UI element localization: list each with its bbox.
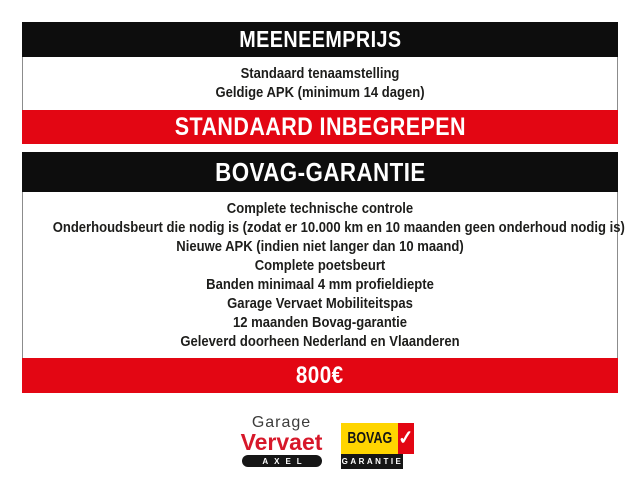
garantie-item: Garage Vervaet Mobiliteitspas [227,296,413,312]
bovag-wordmark: BOVAG [346,429,392,447]
garantie-item: 12 maanden Bovag-garantie [232,315,408,331]
price-banner [22,358,618,393]
garantie-item: Complete technische controle [226,201,414,217]
garantie-item: Geleverd doorheen Nederland en Vlaanderen [180,334,460,350]
meeneemprijs-items [22,57,618,110]
section-divider [22,144,618,152]
bovag-logo-top [341,423,415,454]
meeneemprijs-title: MEENEEMPRIJS [238,26,402,52]
footer-logos [22,415,618,469]
included-item: Standaard tenaamstelling [240,66,400,82]
bovag-garantie-header [22,152,618,192]
bovag-garantie-section [22,152,625,393]
bovag-logo [341,423,415,469]
meeneemprijs-header [22,22,618,57]
vervaet-text: Vervaet [240,429,323,455]
garantie-item: Banden minimaal 4 mm profieldiepte [206,277,434,293]
garantie-item: Onderhoudsbeurt die nodig is (zodat er 10.000 km en 10 maanden geen onderhoud nodig is) [52,220,625,236]
bovag-check-box [398,423,414,454]
standaard-inbegrepen-label: STANDAARD INBEGREPEN [174,112,466,141]
price-poster [22,22,625,469]
check-icon: ✓ [397,427,415,450]
garantie-items [22,192,625,358]
axel-badge: AXEL [242,455,322,467]
bovag-garantie-title: BOVAG-GARANTIE [214,156,426,187]
bovag-garantie-label: GARANTIE [341,454,403,469]
included-item: Geldige APK (minimum 14 dagen) [215,85,425,101]
standaard-inbegrepen-banner [22,110,618,144]
bovag-wordmark-box [341,423,398,454]
garage-vervaet-logo [238,415,326,469]
meeneemprijs-section [22,22,618,144]
price-value: 800€ [296,361,344,389]
garage-text: Garage [251,414,312,431]
garantie-item: Nieuwe APK (indien niet langer dan 10 maand) [176,239,464,255]
garantie-item: Complete poetsbeurt [254,258,386,274]
